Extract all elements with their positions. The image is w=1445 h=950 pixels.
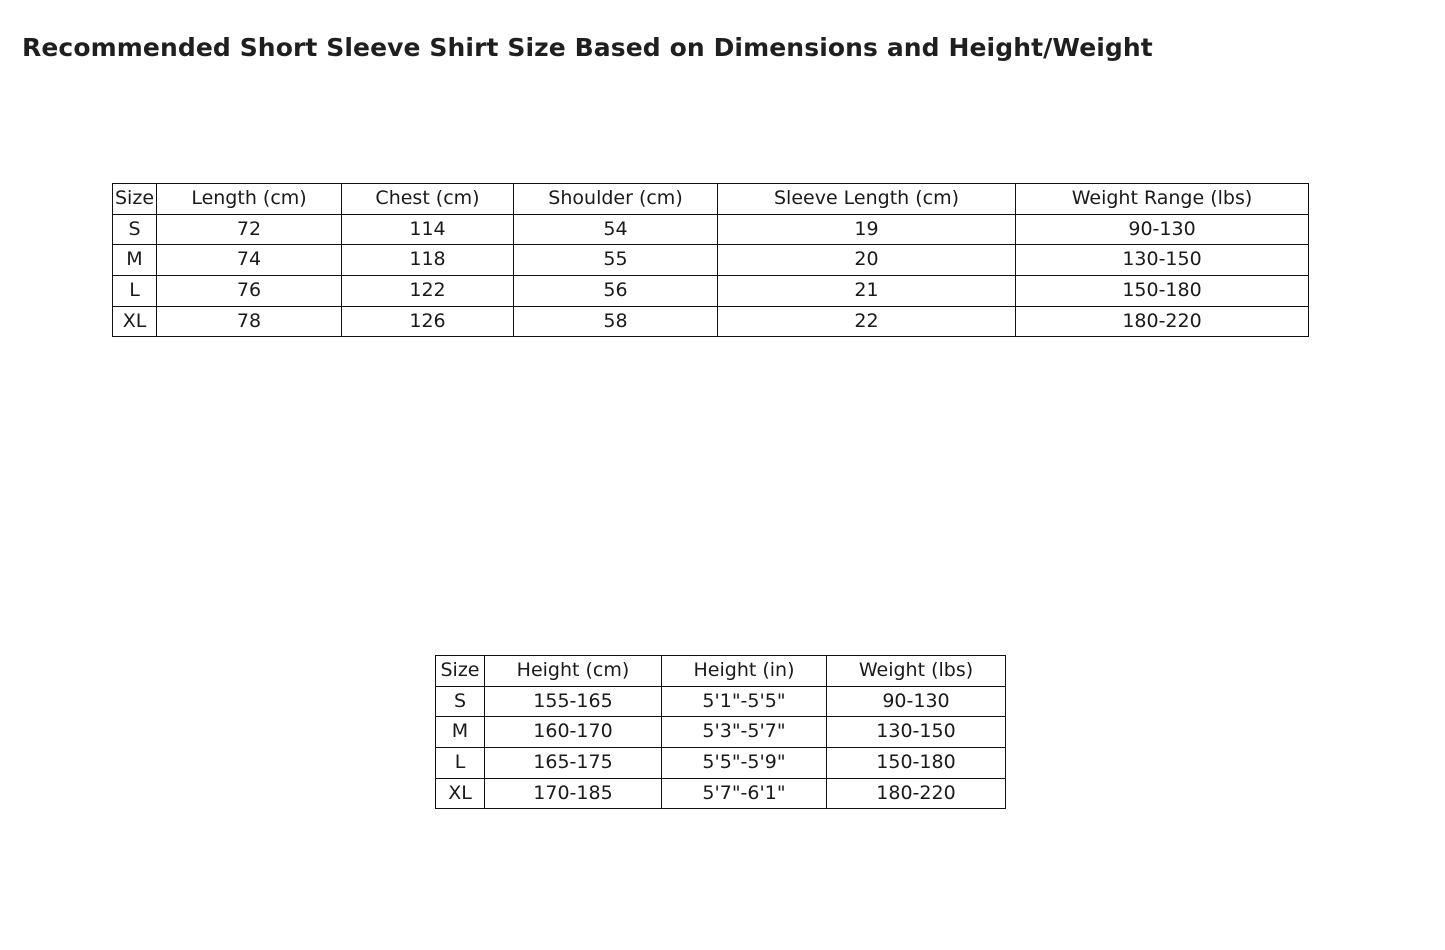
data-cell: 72: [157, 214, 342, 245]
table-row: [436, 778, 1006, 809]
column-header: Shoulder (cm): [514, 184, 718, 215]
data-cell: 130-150: [1016, 245, 1309, 276]
column-header: Sleeve Length (cm): [718, 184, 1016, 215]
data-cell: 54: [514, 214, 718, 245]
data-cell: 165-175: [485, 747, 662, 778]
size-cell: M: [113, 245, 157, 276]
data-cell: 126: [342, 306, 514, 337]
column-header: Height (cm): [485, 656, 662, 687]
column-header: Chest (cm): [342, 184, 514, 215]
column-header: Size: [113, 184, 157, 215]
table-header: [436, 656, 1006, 687]
table-header: [113, 184, 1309, 215]
shirt-dimensions-table: [112, 183, 1309, 337]
table-row: [113, 214, 1309, 245]
data-cell: 155-165: [485, 686, 662, 717]
table-row: [436, 686, 1006, 717]
column-header: Height (in): [662, 656, 827, 687]
data-cell: 74: [157, 245, 342, 276]
column-header: Weight Range (lbs): [1016, 184, 1309, 215]
data-cell: 21: [718, 275, 1016, 306]
size-cell: S: [436, 686, 485, 717]
data-cell: 20: [718, 245, 1016, 276]
table-row: [113, 245, 1309, 276]
data-cell: 58: [514, 306, 718, 337]
data-cell: 22: [718, 306, 1016, 337]
data-cell: 130-150: [827, 717, 1006, 748]
data-cell: 5'7"-6'1": [662, 778, 827, 809]
data-cell: 122: [342, 275, 514, 306]
data-cell: 90-130: [1016, 214, 1309, 245]
data-cell: 160-170: [485, 717, 662, 748]
column-header: Size: [436, 656, 485, 687]
table-row: [113, 275, 1309, 306]
size-cell: L: [436, 747, 485, 778]
data-cell: 76: [157, 275, 342, 306]
column-header: Weight (lbs): [827, 656, 1006, 687]
size-cell: XL: [113, 306, 157, 337]
data-cell: 5'3"-5'7": [662, 717, 827, 748]
data-cell: 78: [157, 306, 342, 337]
size-cell: XL: [436, 778, 485, 809]
table-body: [436, 686, 1006, 809]
table-row: [436, 747, 1006, 778]
data-cell: 19: [718, 214, 1016, 245]
data-cell: 150-180: [1016, 275, 1309, 306]
data-cell: 180-220: [827, 778, 1006, 809]
data-cell: 180-220: [1016, 306, 1309, 337]
table-header-row: [113, 184, 1309, 215]
table-body: [113, 214, 1309, 337]
size-cell: M: [436, 717, 485, 748]
data-cell: 150-180: [827, 747, 1006, 778]
data-cell: 114: [342, 214, 514, 245]
data-cell: 118: [342, 245, 514, 276]
size-cell: L: [113, 275, 157, 306]
data-cell: 5'1"-5'5": [662, 686, 827, 717]
table-header-row: [436, 656, 1006, 687]
data-cell: 56: [514, 275, 718, 306]
data-cell: 55: [514, 245, 718, 276]
height-weight-table: [435, 655, 1006, 809]
column-header: Length (cm): [157, 184, 342, 215]
data-cell: 5'5"-5'9": [662, 747, 827, 778]
data-cell: 90-130: [827, 686, 1006, 717]
table-row: [113, 306, 1309, 337]
table-row: [436, 717, 1006, 748]
size-cell: S: [113, 214, 157, 245]
data-cell: 170-185: [485, 778, 662, 809]
page-title: Recommended Short Sleeve Shirt Size Based on Dimensions and Height/Weight: [22, 32, 1153, 62]
